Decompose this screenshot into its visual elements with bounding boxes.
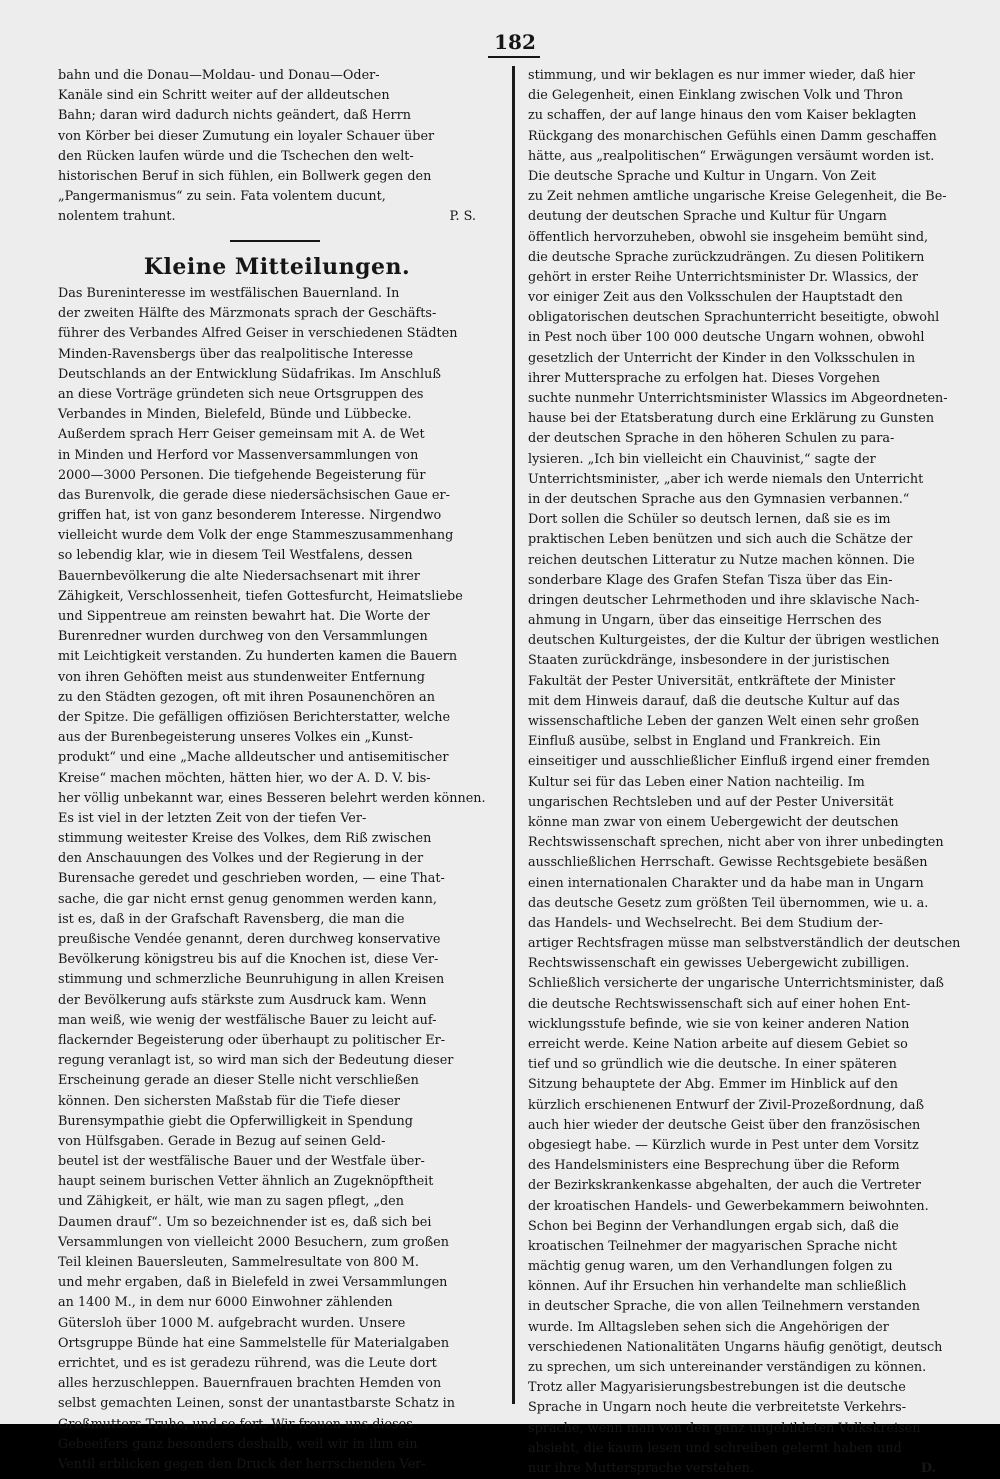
text-line: Gütersloh über 1000 M. aufgebracht wurden. Unsere <box>58 1315 406 1331</box>
text-line: gesetzlich der Unterricht der Kinder in den Volksschulen in <box>528 350 916 366</box>
text-line: die Gelegenheit, einen Einklang zwischen Volk und Thron <box>528 88 903 104</box>
left-column-article <box>58 284 496 1472</box>
text-line: der deutschen Sprache in den höheren Schulen zu para- <box>528 431 895 447</box>
text-line: der kroatischen Handels- und Gewerbekammern beiwohnten. <box>528 1198 929 1214</box>
text-line: stimmung weitester Kreise des Volkes, dem Riß zwischen <box>58 831 432 847</box>
text-line: Schon bei Beginn der Verhandlungen ergab sich, daß die <box>528 1218 899 1234</box>
text-line: der zweiten Hälfte des Märzmonats sprach der Geschäfts- <box>58 306 437 322</box>
page-number: 182 <box>494 30 536 54</box>
text-line: obgesiegt habe. — Kürzlich wurde in Pest unter dem Vorsitz <box>528 1137 919 1153</box>
text-line: zu Zeit nehmen amtliche ungarische Kreise Gelegenheit, die Be- <box>528 189 947 205</box>
text-line: zu sprechen, um sich untereinander verständigen zu können. <box>528 1360 927 1375</box>
text-line: Erscheinung gerade an dieser Stelle nicht verschließen <box>58 1073 419 1089</box>
text-line: stimmung, und wir beklagen es nur immer wieder, daß hier <box>528 68 915 83</box>
text-line: artiger Rechtsfragen müsse man selbstverständlich der deutschen <box>528 936 961 952</box>
text-line: einen internationalen Charakter und da habe man in Ungarn <box>528 875 924 891</box>
text-line: Daumen drauf“. Um so bezeichnender ist es, daß sich bei <box>58 1214 432 1230</box>
author-signature: P. S. <box>449 209 476 225</box>
text-line: der Bezirkskrankenkasse abgehalten, der auch die Vertreter <box>528 1178 921 1194</box>
text-line: Rechtswissenschaft sprechen, nicht aber von ihrer unbedingten <box>528 835 944 851</box>
text-line: vielleicht wurde dem Volk der enge Stammeszusammenhang <box>58 528 454 544</box>
text-line: Unterrichtsminister, „aber ich werde niemals den Unterricht <box>528 471 924 487</box>
text-line: haupt seinem burischen Vetter ähnlich an Zugeknöpftheit <box>58 1174 434 1190</box>
text-line: Teil kleinen Bauersleuten, Sammelresultate von 800 M. <box>58 1255 419 1270</box>
text-line: Schließlich versicherte der ungarische Unterrichtsminister, daß <box>528 976 944 992</box>
text-line: obligatorischen deutschen Sprachunterricht beseitigte, obwohl <box>528 310 940 326</box>
text-line: von Hülfsgaben. Gerade in Bezug auf seinen Geld- <box>58 1133 386 1149</box>
text-line: Minden-Ravensbergs über das realpolitische Interesse <box>58 346 414 362</box>
text-line: den Anschauungen des Volkes und der Regierung in der <box>58 851 424 867</box>
text-line: hause bei der Etatsberatung durch eine Erklärung zu Gunsten <box>528 411 935 427</box>
text-line: und Sippentreue am reinsten bewahrt hat. Die Worte der <box>58 609 430 624</box>
text-line: absieht, die kaum lesen und schreiben gelernt haben und <box>528 1440 902 1456</box>
text-line: Gebeeifers ganz besonders deshalb, weil wir in ihm ein <box>58 1436 418 1452</box>
text-line: Staaten zurückdränge, insbesondere in der juristischen <box>528 653 890 669</box>
text-line: Kreise“ machen möchten, hätten hier, wo der A. D. V. bis- <box>58 770 431 786</box>
text-line: „Pangermanismus“ zu sein. Fata volentem ducunt, <box>58 189 386 205</box>
text-line: zu schaffen, der auf lange hinaus den vom Kaiser beklagten <box>528 108 917 124</box>
text-line: öffentlich hervorzuheben, obwohl sie insgeheim bemüht sind, <box>528 229 929 245</box>
text-line: hätte, aus „realpolitischen“ Erwägungen versäumt worden ist. <box>528 148 935 164</box>
text-line: griffen hat, ist von ganz besonderem Interesse. Nirgendwo <box>58 508 442 524</box>
text-line: Fakultät der Pester Universität, entkräftete der Minister <box>528 673 896 689</box>
text-line: Trotz aller Magyarisierungsbestrebungen ist die deutsche <box>528 1380 906 1396</box>
text-line: und Zähigkeit, er hält, wie man zu sagen pflegt, „den <box>58 1194 404 1210</box>
text-line: Großmutters Truhe, und so fort. Wir freuen uns dieses <box>58 1416 413 1432</box>
text-line: beutel ist der westfälische Bauer und der Westfale über- <box>58 1154 425 1170</box>
text-line: tief und so gründlich wie die deutsche. In einer späteren <box>528 1057 897 1073</box>
text-line: suchte nunmehr Unterrichtsminister Wlassics im Abgeordneten- <box>528 391 948 406</box>
text-line: an diese Vorträge gründeten sich neue Ortsgruppen des <box>58 386 424 402</box>
text-line: wissenschaftliche Leben der ganzen Welt einen sehr großen <box>528 714 920 729</box>
text-line: ist es, daß in der Grafschaft Ravensberg, die man die <box>58 911 405 927</box>
text-line: führer des Verbandes Alfred Geiser in verschiedenen Städten <box>58 326 458 342</box>
text-line: ihrer Muttersprache zu erfolgen hat. Dieses Vorgehen <box>528 370 880 386</box>
text-line: historischen Beruf in sich fühlen, ein Bollwerk gegen den <box>58 168 432 184</box>
text-line: mächtig genug waren, um den Verhandlungen folgen zu <box>528 1259 893 1275</box>
text-line: ausschließlichen Herrschaft. Gewisse Rechtsgebiete besäßen <box>528 855 928 871</box>
text-line: an 1400 M., in dem nur 6000 Einwohner zählenden <box>58 1295 393 1311</box>
text-line: das Burenvolk, die gerade diese niedersächsischen Gaue er- <box>58 487 450 503</box>
text-line: Burenredner wurden durchweg von den Versammlungen <box>58 629 428 645</box>
text-line: wurde. Im Alltagsleben sehen sich die Angehörigen der <box>528 1319 889 1335</box>
text-line: zu den Städten gezogen, oft mit ihren Posaunenchören an <box>58 689 435 705</box>
text-line: könne man zwar von einem Uebergewicht der deutschen <box>528 814 899 830</box>
text-line: man weiß, wie wenig der westfälische Bauer zu leicht auf- <box>58 1012 437 1028</box>
column-divider <box>512 66 515 1404</box>
text-line: 2000—3000 Personen. Die tiefgehende Begeisterung für <box>58 467 426 483</box>
text-line: nolentem trahunt. P. S. <box>58 207 496 227</box>
text-line: aus der Burenbegeisterung unseres Volkes ein „Kunst- <box>58 730 413 746</box>
text-line: von Körber bei dieser Zumutung ein loyaler Schauer über <box>58 128 435 144</box>
text-line: Das Bureninteresse im westfälischen Bauernland. In <box>58 286 400 301</box>
text-line: preußische Vendée genannt, deren durchweg konservative <box>58 932 441 947</box>
text-line: Kanäle sind ein Schritt weiter auf der alldeutschen <box>58 88 390 104</box>
author-signature: D. <box>920 1460 936 1476</box>
text-line: Kultur sei für das Leben einer Nation nachteilig. Im <box>528 774 865 790</box>
text-line: Deutschlands an der Entwicklung Südafrikas. Im Anschluß <box>58 366 441 382</box>
text-line: kürzlich erschienenen Entwurf der Zivil-Prozeßordnung, daß <box>528 1097 925 1113</box>
text-line: Die deutsche Sprache und Kultur in Ungarn. Von Zeit <box>528 168 876 184</box>
text-line: und mehr ergaben, daß in Bielefeld in zwei Versammlungen <box>58 1275 448 1291</box>
text-line: mit dem Hinweis darauf, daß die deutsche Kultur auf das <box>528 693 900 709</box>
text-line: Sitzung behauptete der Abg. Emmer im Hinblick auf den <box>528 1077 898 1093</box>
text-line: gehört in erster Reihe Unterrichtsminister Dr. Wlassics, der <box>528 269 918 285</box>
text-line: alles herzuschleppen. Bauernfrauen brachten Hemden von <box>58 1376 442 1392</box>
text-line: kroatischen Teilnehmer der magyarischen Sprache nicht <box>528 1238 898 1254</box>
text-line: so lebendig klar, wie in diesem Teil Westfalens, dessen <box>58 548 413 564</box>
text-line: Ortsgruppe Bünde hat eine Sammelstelle für Materialgaben <box>58 1335 450 1351</box>
text-line: Bevölkerung königstreu bis auf die Knochen ist, diese Ver- <box>58 952 439 968</box>
text-line: regung veranlagt ist, so wird man sich der Bedeutung dieser <box>58 1053 454 1069</box>
text-line: sonderbare Klage des Grafen Stefan Tisza über das Ein- <box>528 572 893 588</box>
text-line: flackernder Begeisterung oder überhaupt zu politischer Er- <box>58 1032 446 1048</box>
text-line: den Rücken laufen würde und die Tschechen den welt- <box>58 148 414 164</box>
section-separator-rule <box>230 240 320 242</box>
text-line: das deutsche Gesetz zum größten Teil übernommen, wie u. a. <box>528 895 929 911</box>
text-line: in Minden und Herford vor Massenversammlungen von <box>58 447 419 463</box>
text-line: dringen deutscher Lehrmethoden und ihre sklavische Nach- <box>528 592 920 608</box>
text-line: Bahn; daran wird dadurch nichts geändert, daß Herrn <box>58 108 412 124</box>
text-line: Versammlungen von vielleicht 2000 Besuchern, zum großen <box>58 1234 449 1250</box>
text-line: von ihren Gehöften meist aus stundenweiter Entfernung <box>58 669 425 685</box>
text-line: vor einiger Zeit aus den Volksschulen der Hauptstadt den <box>528 290 903 306</box>
text-line: produkt“ und eine „Mache alldeutscher und antisemitischer <box>58 750 449 766</box>
left-column-continuation <box>58 66 496 228</box>
text-line: Sprache in Ungarn noch heute die verbreitetste Verkehrs- <box>528 1400 907 1416</box>
text-line: sache, die gar nicht ernst genug genommen werden kann, <box>58 891 437 907</box>
text-line: erreicht werde. Keine Nation arbeite auf diesem Gebiet so <box>528 1037 908 1052</box>
page-number-underline <box>488 56 540 58</box>
text-line: einseitiger und ausschließlicher Einfluß irgend einer fremden <box>528 754 930 770</box>
text-line: Burensympathie giebt die Opferwilligkeit in Spendung <box>58 1113 413 1129</box>
text-line: Verbandes in Minden, Bielefeld, Bünde und Lübbecke. <box>58 407 412 423</box>
text-line: der Bevölkerung aufs stärkste zum Ausdruck kam. Wenn <box>58 992 427 1008</box>
right-article-body <box>528 66 966 1479</box>
text-line: in Pest noch über 100 000 deutsche Ungarn wohnen, obwohl <box>528 330 925 346</box>
right-column <box>528 66 966 1476</box>
text-line: ahmung in Ungarn, über das einseitige Herrschen des <box>528 613 882 629</box>
text-line: verschiedenen Nationalitäten Ungarns häufig genötigt, deutsch <box>528 1339 943 1355</box>
text-line: Burensache geredet und geschrieben worden, — eine That- <box>58 871 445 887</box>
text-line: das Handels- und Wechselrecht. Bei dem Studium der- <box>528 915 883 931</box>
text-line: ungarischen Rechtsleben und auf der Pester Universität <box>528 794 894 810</box>
text-line: Dort sollen die Schüler so deutsch lernen, daß sie es im <box>528 512 891 528</box>
text-line: können. Den sichersten Maßstab für die Tiefe dieser <box>58 1093 401 1109</box>
text-line: Einfluß ausübe, selbst in England und Frankreich. Ein <box>528 734 881 750</box>
text-line: wicklungsstufe befinde, wie sie von keiner anderen Nation <box>528 1016 910 1032</box>
text-line: nur ihre Muttersprache verstehen. D. <box>528 1459 966 1479</box>
text-line: bahn und die Donau—Moldau- und Donau—Oder- <box>58 68 380 83</box>
text-line: die deutsche Rechtswissenschaft sich auf einer hohen Ent- <box>528 996 911 1012</box>
text-line: errichtet, und es ist geradezu rührend, was die Leute dort <box>58 1355 437 1371</box>
text-line: der Spitze. Die gefälligen offiziösen Berichterstatter, welche <box>58 709 451 725</box>
text-line: Rückgang des monarchischen Gefühls einen Damm geschaffen <box>528 128 937 144</box>
text-line: auch hier wieder der deutsche Geist über den französischen <box>528 1117 921 1133</box>
text-line: in deutscher Sprache, die von allen Teilnehmern verstanden <box>528 1299 920 1315</box>
text-line: in der deutschen Sprache aus den Gymnasien verbannen.“ <box>528 491 910 507</box>
text-line: die deutsche Sprache zurückzudrängen. Zu diesen Politikern <box>528 249 925 265</box>
text-line: Außerdem sprach Herr Geiser gemeinsam mit A. de Wet <box>58 427 425 443</box>
text-line: deutung der deutschen Sprache und Kultur für Ungarn <box>528 209 887 225</box>
text-line: des Handelsministers eine Besprechung über die Reform <box>528 1158 900 1174</box>
text-line: selbst gemachten Leinen, sonst der unantastbarste Schatz in <box>58 1396 455 1412</box>
text-line: praktischen Leben benützen und sich auch die Schätze der <box>528 532 913 548</box>
text-line: reichen deutschen Litteratur zu Nutze machen können. Die <box>528 552 915 568</box>
text-line: Bauernbevölkerung die alte Niedersachsenart mit ihrer <box>58 568 420 584</box>
text-line: Rechtswissenschaft ein gewisses Uebergewicht zubilligen. <box>528 956 910 972</box>
text-line: deutschen Kulturgeistes, der die Kultur der übrigen westlichen <box>528 633 940 649</box>
text-line: lysieren. „Ich bin vielleicht ein Chauvinist,“ sagte der <box>528 451 876 467</box>
text-line: können. Auf ihr Ersuchen hin verhandelte man schließlich <box>528 1279 907 1295</box>
text-line: her völlig unbekannt war, eines Besseren belehrt werden können. <box>58 790 486 806</box>
text-line: Zähigkeit, Verschlossenheit, tiefen Gottesfurcht, Heimatsliebe <box>58 588 463 604</box>
text-line: Es ist viel in der letzten Zeit von der tiefen Ver- <box>58 810 367 826</box>
left-article-body <box>58 284 496 1475</box>
text-line: stimmung und schmerzliche Beunruhigung in allen Kreisen <box>58 972 445 988</box>
section-title: Kleine Mitteilungen. <box>143 254 411 280</box>
text-line: mit Leichtigkeit verstanden. Zu hunderten kamen die Bauern <box>58 649 458 665</box>
text-line: Ventil erblicken gegen den Druck der herrschenden Ver- <box>58 1456 426 1472</box>
text-line: sprache, wenn man von den ganz ungebildeten Volkskreisen <box>528 1420 921 1436</box>
